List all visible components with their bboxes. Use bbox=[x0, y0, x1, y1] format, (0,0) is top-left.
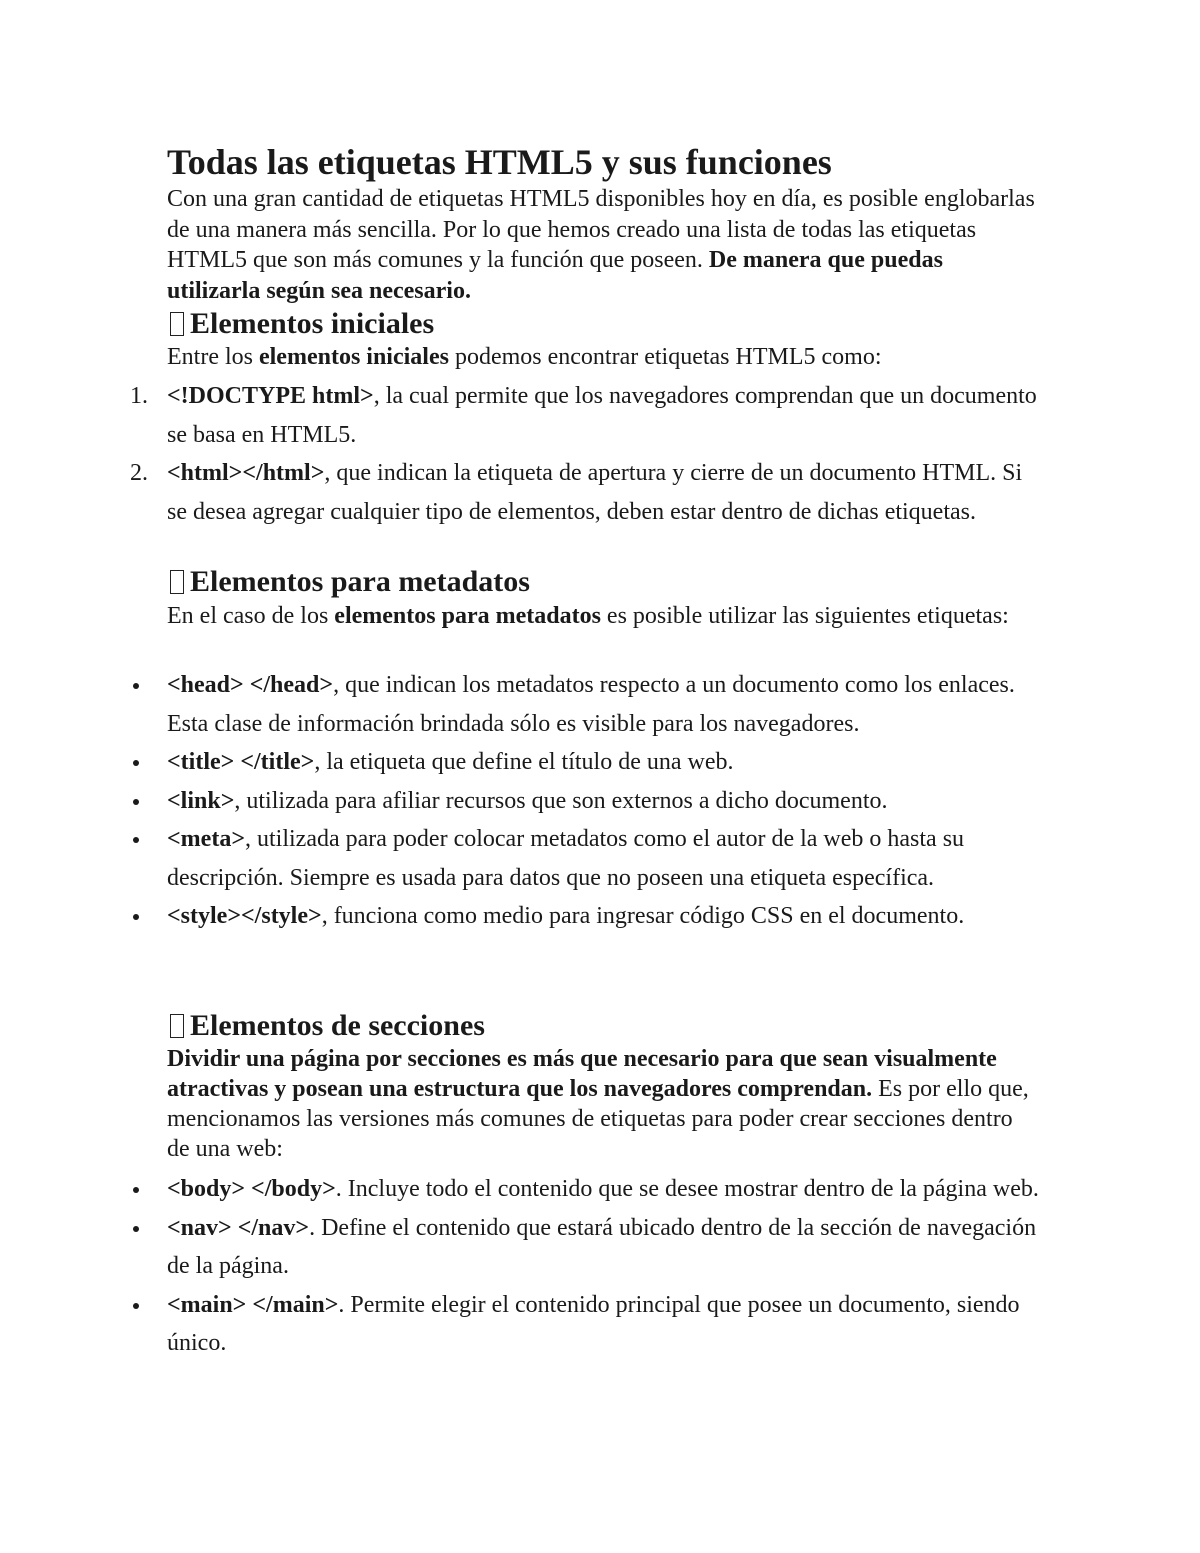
tag-name: <nav> </nav> bbox=[167, 1214, 310, 1241]
item-text: . Define el contenido que estará ubicado dentro de la sección de navegación de la página. bbox=[167, 1214, 1037, 1279]
bullet-icon bbox=[133, 837, 139, 843]
paragraph-secciones bbox=[167, 1044, 1037, 1164]
heading-text: Elementos de secciones bbox=[190, 1009, 485, 1042]
tag-name: <meta> bbox=[167, 826, 245, 852]
item-text: , utilizada para poder colocar metadatos como el autor de la web o hasta su descripción. Siempre es usada para datos que no poseen una etiqueta específica. bbox=[167, 826, 965, 891]
bullet-icon bbox=[133, 683, 139, 689]
bullet-icon bbox=[133, 799, 139, 805]
paragraph-text: Entre los bbox=[167, 344, 259, 370]
heading-text: Elementos para metadatos bbox=[190, 565, 530, 598]
bullet-icon bbox=[133, 1187, 139, 1193]
intro-text: Con una gran cantidad de etiquetas HTML5 disponibles hoy en día, es posible englobarlas de una manera más sencilla. Por lo que hemos creado una lista de todas las etiquetas HTML5 que son más comunes y la función que poseen. bbox=[167, 186, 1035, 273]
list-item bbox=[0, 666, 1047, 743]
tag-name: <body> </body> bbox=[167, 1176, 336, 1202]
list-iniciales bbox=[0, 377, 1100, 531]
list-item bbox=[0, 743, 1047, 782]
intro-bold-text: De manera que puedas utilizarla según sea necesario. bbox=[167, 247, 943, 304]
list-number: 1. bbox=[130, 383, 148, 409]
list-item bbox=[0, 782, 1047, 821]
bullet-icon bbox=[133, 760, 139, 766]
page-title: Todas las etiquetas HTML5 y sus funciones bbox=[167, 142, 832, 182]
paragraph-bold: elementos para metadatos bbox=[334, 603, 601, 629]
paragraph-text: Es por ello que, mencionamos las versiones más comunes de etiquetas para poder crear secciones dentro de una web: bbox=[167, 1076, 1029, 1162]
intro-paragraph bbox=[167, 184, 1037, 306]
item-text: . Permite elegir el contenido principal que posee un documento, siendo único. bbox=[167, 1291, 1020, 1356]
list-number: 2. bbox=[130, 460, 148, 486]
paragraph-text: podemos encontrar etiquetas HTML5 como: bbox=[448, 344, 882, 370]
missing-glyph-icon bbox=[170, 1014, 184, 1038]
heading-elementos-metadatos bbox=[170, 565, 530, 599]
list-item bbox=[0, 454, 1047, 531]
paragraph-bold: elementos iniciales bbox=[258, 344, 449, 370]
tag-name: <style></style> bbox=[167, 903, 322, 929]
item-text: . Incluye todo el contenido que se desee mostrar dentro de la página web. bbox=[335, 1176, 1039, 1202]
tag-name: <link> bbox=[167, 787, 235, 814]
missing-glyph-icon bbox=[170, 570, 184, 594]
tag-name: <html></html> bbox=[167, 460, 325, 486]
item-text: , la etiqueta que define el título de una web. bbox=[314, 749, 734, 775]
missing-glyph-icon bbox=[170, 312, 184, 336]
list-item bbox=[0, 1286, 1047, 1363]
heading-elementos-iniciales bbox=[170, 307, 434, 341]
heading-elementos-secciones bbox=[170, 1009, 485, 1043]
list-item bbox=[0, 377, 1047, 454]
tag-name: <head> </head> bbox=[167, 672, 334, 698]
paragraph-bold: Dividir una página por secciones es más que necesario para que sean visualmente atractivas y posean una estructura que los navegadores comprendan. bbox=[167, 1046, 997, 1102]
list-item bbox=[0, 820, 1047, 897]
paragraph-text: es posible utilizar las siguientes etiquetas: bbox=[600, 603, 1009, 629]
list-metadatos bbox=[0, 666, 1100, 936]
paragraph-text: En el caso de los bbox=[167, 603, 335, 629]
bullet-icon bbox=[133, 1303, 139, 1309]
bullet-icon bbox=[133, 914, 139, 920]
heading-text: Elementos iniciales bbox=[190, 307, 435, 340]
item-text: , funciona como medio para ingresar código CSS en el documento. bbox=[321, 903, 965, 929]
paragraph-iniciales bbox=[167, 342, 1037, 372]
paragraph-metadatos bbox=[167, 601, 1037, 631]
list-item bbox=[0, 1170, 1047, 1209]
list-secciones bbox=[0, 1170, 1100, 1363]
item-text: , que indican la etiqueta de apertura y cierre de un documento HTML. Si se desea agregar cualquier tipo de elementos, deben estar dentro de dichas etiquetas. bbox=[167, 460, 1023, 525]
list-item bbox=[0, 897, 1047, 936]
bullet-icon bbox=[133, 1226, 139, 1232]
item-text: , la cual permite que los navegadores comprendan que un documento se basa en HTML5. bbox=[167, 383, 1037, 448]
list-item bbox=[0, 1209, 1047, 1286]
tag-name: <title> </title> bbox=[167, 749, 315, 775]
item-text: , que indican los metadatos respecto a un documento como los enlaces. Esta clase de información brindada sólo es visible para los navegadores. bbox=[167, 672, 1015, 737]
tag-name: <main> </main> bbox=[167, 1291, 339, 1318]
tag-name: <!DOCTYPE html> bbox=[167, 383, 374, 409]
item-text: , utilizada para afiliar recursos que son externos a dicho documento. bbox=[234, 787, 888, 814]
